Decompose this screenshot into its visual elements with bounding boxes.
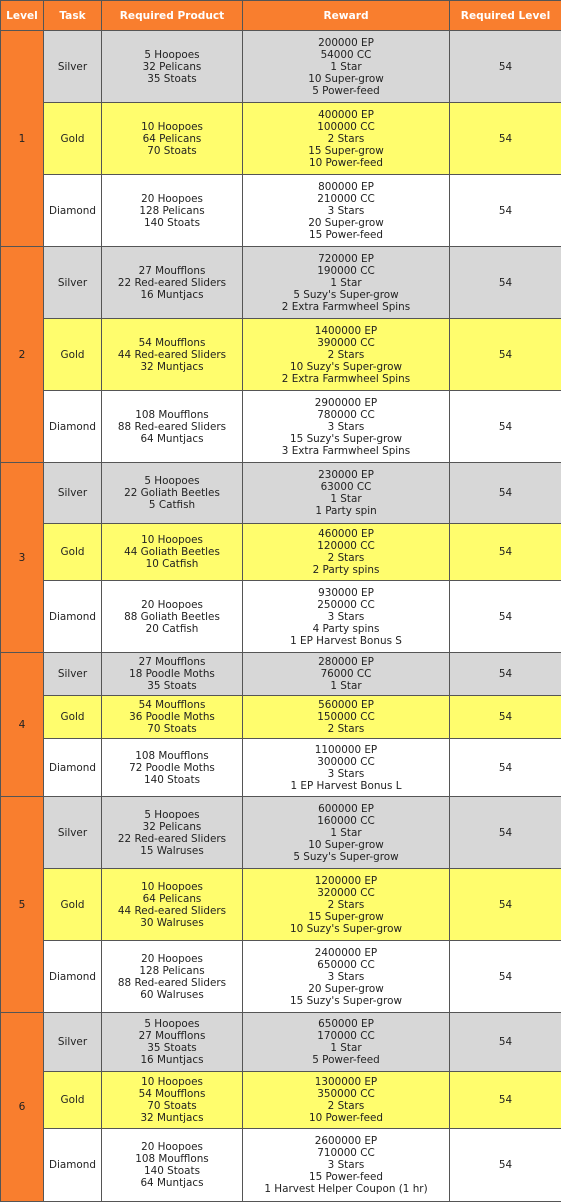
product-line: 22 Goliath Beetles: [124, 487, 220, 499]
reward-line: 250000 CC: [317, 598, 375, 611]
reward-line: 3 Stars: [327, 610, 365, 623]
reward-line: 320000 CC: [317, 886, 375, 899]
reward-line: 460000 EP: [318, 528, 374, 540]
table-row: [1, 941, 561, 1013]
reward-line: 15 Super-grow: [308, 910, 384, 923]
required-level-cell: 54: [450, 103, 561, 175]
required-level-cell: 54: [450, 1072, 561, 1129]
reward-line: 2900000 EP: [314, 396, 378, 409]
product-line: 10 Catfish: [145, 558, 199, 570]
reward-line: 2600000 EP: [314, 1135, 378, 1147]
product-line: 20 Catfish: [145, 622, 199, 635]
reward-line: 100000 CC: [317, 120, 375, 133]
reward-line: 650000 CC: [317, 958, 375, 971]
reward-line: 2 Stars: [327, 1100, 365, 1112]
reward-line: 190000 CC: [317, 264, 375, 277]
reward-cell: [243, 31, 450, 103]
reward-line: 230000 EP: [318, 469, 374, 481]
product-line: 128 Pelicans: [139, 204, 205, 217]
reward-line: 1200000 EP: [314, 874, 378, 887]
product-line: 22 Red-eared Sliders: [117, 276, 227, 289]
required-level-cell: 54: [450, 31, 561, 103]
required-level-cell: 54: [450, 739, 561, 797]
reward-cell: [243, 524, 450, 581]
product-line: 20 Hoopoes: [141, 952, 203, 965]
reward-line: 2400000 EP: [314, 946, 378, 959]
reward-line: 160000 CC: [317, 814, 375, 827]
level-cell: 2: [1, 247, 44, 463]
task-cell: Silver: [44, 31, 102, 103]
reward-line: 20 Super-grow: [308, 982, 384, 995]
product-line: 128 Pelicans: [139, 964, 205, 977]
reward-line: 1 Star: [330, 680, 362, 692]
task-cell: Silver: [44, 463, 102, 524]
reward-line: 2 Party spins: [312, 564, 380, 576]
required-product-cell: [102, 463, 243, 524]
reward-line: 930000 EP: [318, 586, 374, 599]
product-line: 20 Hoopoes: [141, 598, 203, 611]
table-header: [1, 1, 561, 31]
reward-line: 1 Harvest Helper Coupon (1 hr): [264, 1183, 428, 1195]
reward-line: 150000 CC: [317, 711, 375, 723]
reward-line: 20 Super-grow: [308, 216, 384, 229]
table-row: [1, 31, 561, 103]
reward-line: 15 Super-grow: [308, 144, 384, 157]
header-required-level: Required Level: [450, 1, 561, 31]
reward-line: 3 Stars: [327, 204, 365, 217]
reward-line: 2 Stars: [327, 552, 365, 564]
reward-cell: [243, 797, 450, 869]
required-level-cell: 54: [450, 869, 561, 941]
reward-line: 2 Extra Farmwheel Spins: [281, 372, 411, 385]
table-row: [1, 1072, 561, 1129]
product-line: 88 Goliath Beetles: [124, 610, 220, 623]
table-row: [1, 1013, 561, 1072]
product-line: 32 Pelicans: [142, 60, 202, 73]
reward-line: 15 Suzy's Super-grow: [290, 994, 402, 1007]
reward-line: 170000 CC: [317, 1030, 375, 1042]
reward-line: 350000 CC: [317, 1088, 375, 1100]
reward-cell: [243, 869, 450, 941]
required-level-cell: 54: [450, 941, 561, 1013]
reward-line: 120000 CC: [317, 540, 375, 552]
table-row: [1, 581, 561, 653]
reward-line: 1400000 EP: [314, 324, 378, 337]
task-cell: Diamond: [44, 175, 102, 247]
reward-line: 600000 EP: [318, 802, 374, 815]
task-cell: Gold: [44, 524, 102, 581]
reward-cell: [243, 1129, 450, 1202]
required-product-cell: [102, 31, 243, 103]
product-line: 140 Stoats: [143, 216, 201, 229]
reward-line: 10 Suzy's Super-grow: [290, 360, 402, 373]
reward-line: 1 Star: [330, 60, 362, 73]
product-line: 64 Pelicans: [142, 892, 202, 905]
product-line: 64 Muntjacs: [140, 1177, 204, 1189]
required-product-cell: [102, 391, 243, 463]
required-level-cell: 54: [450, 524, 561, 581]
task-cell: Silver: [44, 247, 102, 319]
reward-line: 720000 EP: [318, 252, 374, 265]
reward-cell: [243, 739, 450, 797]
reward-line: 76000 CC: [320, 668, 372, 680]
reward-line: 1 EP Harvest Bonus S: [290, 634, 402, 647]
table-row: [1, 524, 561, 581]
task-cell: Diamond: [44, 739, 102, 797]
reward-line: 1100000 EP: [314, 743, 378, 756]
required-product-cell: [102, 581, 243, 653]
reward-line: 3 Stars: [327, 1159, 365, 1171]
product-line: 44 Red-eared Sliders: [117, 348, 227, 361]
required-level-cell: 54: [450, 1013, 561, 1072]
reward-line: 1300000 EP: [314, 1076, 378, 1088]
product-line: 32 Muntjacs: [140, 360, 204, 373]
reward-line: 5 Suzy's Super-grow: [293, 288, 399, 301]
header-reward: Reward: [243, 1, 450, 31]
required-product-cell: [102, 653, 243, 696]
table-row: [1, 739, 561, 797]
reward-line: 10 Suzy's Super-grow: [290, 922, 402, 935]
required-level-cell: 54: [450, 1129, 561, 1202]
task-cell: Diamond: [44, 1129, 102, 1202]
product-line: 27 Moufflons: [138, 264, 206, 277]
required-product-cell: [102, 1129, 243, 1202]
reward-line: 10 Super-grow: [308, 838, 384, 851]
product-line: 54 Moufflons: [138, 699, 206, 711]
product-line: 35 Stoats: [147, 680, 197, 692]
header-level: Level: [1, 1, 44, 31]
product-line: 35 Stoats: [147, 1042, 197, 1054]
header-row: [1, 1, 561, 31]
table-row: [1, 653, 561, 696]
reward-line: 2 Stars: [327, 898, 365, 911]
reward-cell: [243, 1013, 450, 1072]
reward-line: 5 Power-feed: [312, 84, 380, 97]
product-line: 10 Hoopoes: [141, 534, 203, 546]
reward-line: 200000 EP: [318, 36, 374, 49]
product-line: 108 Moufflons: [135, 408, 209, 421]
product-line: 64 Muntjacs: [140, 432, 204, 445]
product-line: 5 Hoopoes: [144, 808, 200, 821]
required-product-cell: [102, 869, 243, 941]
reward-line: 1 Star: [330, 276, 362, 289]
reward-line: 3 Stars: [327, 970, 365, 983]
product-line: 36 Poodle Moths: [129, 711, 215, 723]
level-cell: 3: [1, 463, 44, 653]
reward-cell: [243, 319, 450, 391]
reward-cell: [243, 247, 450, 319]
reward-line: 300000 CC: [317, 755, 375, 768]
reward-line: 10 Power-feed: [308, 1112, 384, 1124]
product-line: 16 Muntjacs: [140, 1054, 204, 1066]
reward-line: 1 Star: [330, 493, 362, 505]
header-required-product: Required Product: [102, 1, 243, 31]
reward-line: 1 Star: [330, 1042, 362, 1054]
product-line: 5 Hoopoes: [144, 48, 200, 61]
reward-cell: [243, 581, 450, 653]
task-cell: Gold: [44, 319, 102, 391]
level-cell: 4: [1, 653, 44, 797]
table-row: [1, 1129, 561, 1202]
level-cell: 1: [1, 31, 44, 247]
reward-line: 3 Stars: [327, 767, 365, 780]
required-product-cell: [102, 1013, 243, 1072]
reward-line: 390000 CC: [317, 336, 375, 349]
reward-line: 5 Power-feed: [312, 1054, 380, 1066]
product-line: 60 Walruses: [140, 988, 204, 1001]
required-level-cell: 54: [450, 696, 561, 739]
level-cell: 5: [1, 797, 44, 1013]
reward-line: 1 Star: [330, 826, 362, 839]
product-line: 70 Stoats: [147, 144, 197, 157]
product-line: 10 Hoopoes: [141, 120, 203, 133]
required-product-cell: [102, 524, 243, 581]
table-row: [1, 463, 561, 524]
reward-line: 3 Extra Farmwheel Spins: [281, 444, 411, 457]
required-product-cell: [102, 941, 243, 1013]
reward-cell: [243, 1072, 450, 1129]
required-level-cell: 54: [450, 797, 561, 869]
reward-line: 15 Suzy's Super-grow: [290, 432, 402, 445]
required-product-cell: [102, 175, 243, 247]
reward-line: 780000 CC: [317, 408, 375, 421]
required-product-cell: [102, 1072, 243, 1129]
reward-cell: [243, 463, 450, 524]
product-line: 10 Hoopoes: [141, 880, 203, 893]
required-product-cell: [102, 797, 243, 869]
product-line: 5 Catfish: [148, 499, 196, 511]
table-row: [1, 391, 561, 463]
reward-line: 3 Stars: [327, 420, 365, 433]
product-line: 27 Moufflons: [138, 656, 206, 668]
product-line: 18 Poodle Moths: [129, 668, 215, 680]
task-cell: Silver: [44, 653, 102, 696]
product-line: 27 Moufflons: [138, 1030, 206, 1042]
required-product-cell: [102, 319, 243, 391]
reward-line: 400000 EP: [318, 108, 374, 121]
table-row: [1, 319, 561, 391]
level-cell: 6: [1, 1013, 44, 1202]
required-level-cell: 54: [450, 319, 561, 391]
product-line: 5 Hoopoes: [144, 1018, 200, 1030]
task-cell: Gold: [44, 1072, 102, 1129]
required-product-cell: [102, 696, 243, 739]
task-cell: Gold: [44, 696, 102, 739]
required-product-cell: [102, 739, 243, 797]
task-cell: Diamond: [44, 581, 102, 653]
reward-line: 10 Power-feed: [308, 156, 384, 169]
task-cell: Diamond: [44, 391, 102, 463]
product-line: 15 Walruses: [140, 844, 204, 857]
product-line: 70 Stoats: [147, 1100, 197, 1112]
reward-line: 280000 EP: [318, 656, 374, 668]
table-row: [1, 247, 561, 319]
product-line: 35 Stoats: [147, 72, 197, 85]
reward-line: 2 Stars: [327, 723, 365, 735]
product-line: 30 Walruses: [140, 916, 204, 929]
product-line: 72 Poodle Moths: [129, 761, 215, 774]
required-product-cell: [102, 247, 243, 319]
reward-cell: [243, 391, 450, 463]
reward-line: 4 Party spins: [312, 622, 380, 635]
header-task: Task: [44, 1, 102, 31]
table-row: [1, 175, 561, 247]
task-cell: Gold: [44, 103, 102, 175]
product-line: 88 Red-eared Sliders: [117, 976, 227, 989]
reward-cell: [243, 175, 450, 247]
reward-line: 2 Stars: [327, 348, 365, 361]
product-line: 32 Pelicans: [142, 820, 202, 833]
reward-line: 210000 CC: [317, 192, 375, 205]
reward-line: 5 Suzy's Super-grow: [293, 850, 399, 863]
reward-line: 710000 CC: [317, 1147, 375, 1159]
task-cell: Gold: [44, 869, 102, 941]
reward-line: 800000 EP: [318, 180, 374, 193]
product-line: 20 Hoopoes: [141, 192, 203, 205]
product-line: 70 Stoats: [147, 723, 197, 735]
task-cell: Diamond: [44, 941, 102, 1013]
required-level-cell: 54: [450, 581, 561, 653]
product-line: 54 Moufflons: [138, 336, 206, 349]
required-product-cell: [102, 103, 243, 175]
required-level-cell: 54: [450, 247, 561, 319]
reward-cell: [243, 653, 450, 696]
product-line: 5 Hoopoes: [144, 475, 200, 487]
product-line: 88 Red-eared Sliders: [117, 420, 227, 433]
required-level-cell: 54: [450, 391, 561, 463]
reward-line: 560000 EP: [318, 699, 374, 711]
required-level-cell: 54: [450, 175, 561, 247]
reward-cell: [243, 103, 450, 175]
table-row: [1, 869, 561, 941]
product-line: 20 Hoopoes: [141, 1141, 203, 1153]
reward-line: 1 Party spin: [315, 505, 377, 517]
product-line: 16 Muntjacs: [140, 288, 204, 301]
reward-line: 15 Power-feed: [308, 228, 384, 241]
reward-line: 650000 EP: [318, 1018, 374, 1030]
product-line: 54 Moufflons: [138, 1088, 206, 1100]
product-line: 140 Stoats: [143, 773, 201, 786]
product-line: 44 Goliath Beetles: [124, 546, 220, 558]
table-body: [1, 31, 561, 1202]
product-line: 22 Red-eared Sliders: [117, 832, 227, 845]
reward-line: 10 Super-grow: [308, 72, 384, 85]
product-line: 108 Moufflons: [135, 1153, 209, 1165]
product-line: 64 Pelicans: [142, 132, 202, 145]
table-row: [1, 103, 561, 175]
table-row: [1, 696, 561, 739]
required-level-cell: 54: [450, 463, 561, 524]
reward-line: 1 EP Harvest Bonus L: [290, 779, 402, 792]
product-line: 140 Stoats: [143, 1165, 201, 1177]
product-line: 10 Hoopoes: [141, 1076, 203, 1088]
task-cell: Silver: [44, 797, 102, 869]
reward-line: 2 Extra Farmwheel Spins: [281, 300, 411, 313]
product-line: 108 Moufflons: [135, 749, 209, 762]
reward-line: 54000 CC: [320, 48, 372, 61]
table-row: [1, 797, 561, 869]
task-cell: Silver: [44, 1013, 102, 1072]
reward-line: 2 Stars: [327, 132, 365, 145]
reward-cell: [243, 941, 450, 1013]
reward-cell: [243, 696, 450, 739]
reward-line: 63000 CC: [320, 481, 372, 493]
required-level-cell: 54: [450, 653, 561, 696]
product-line: 32 Muntjacs: [140, 1112, 204, 1124]
product-line: 44 Red-eared Sliders: [117, 904, 227, 917]
reward-line: 15 Power-feed: [308, 1171, 384, 1183]
